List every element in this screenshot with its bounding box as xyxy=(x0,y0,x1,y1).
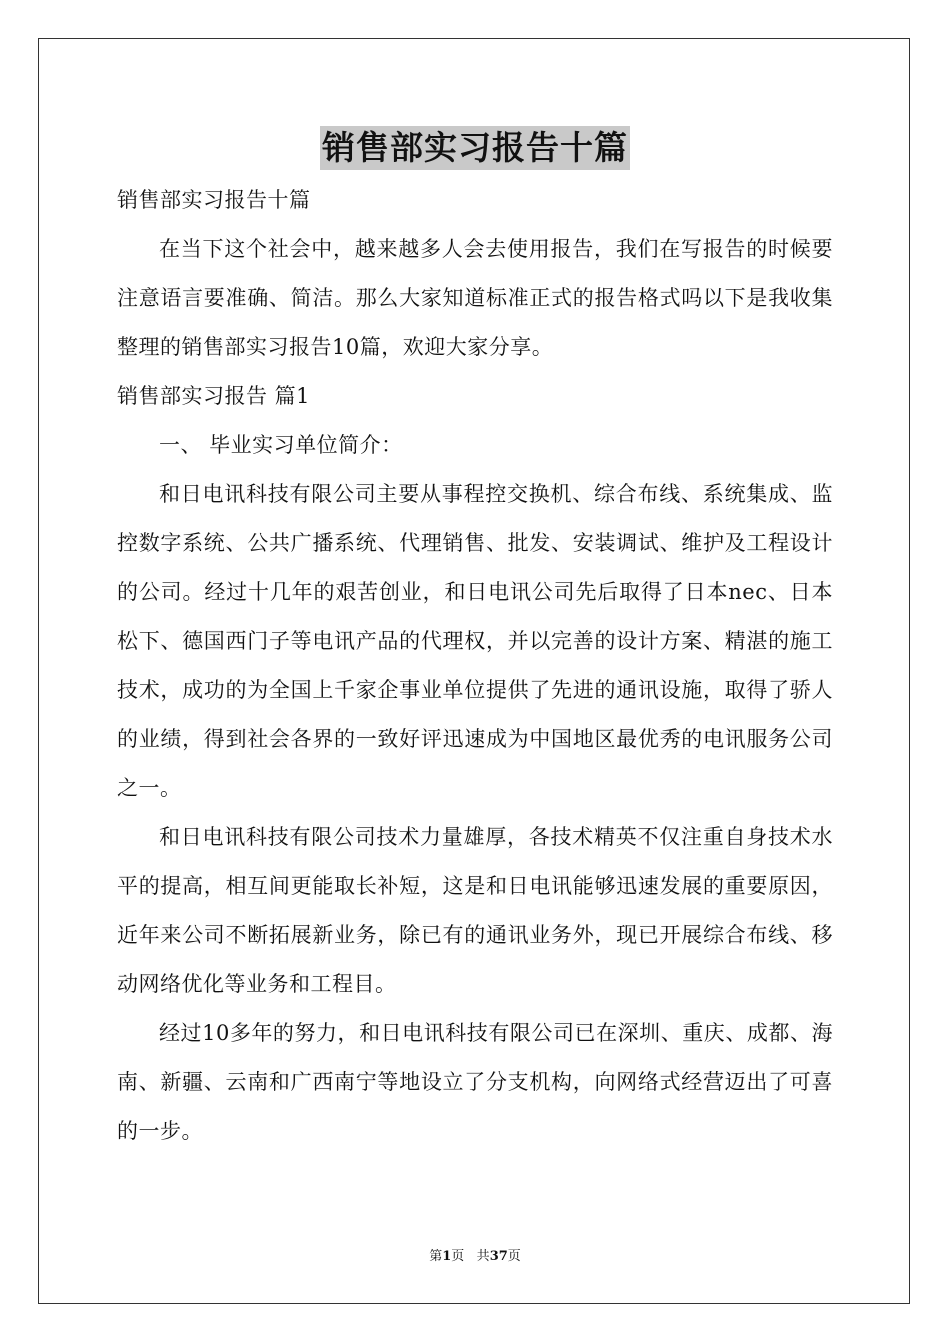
document-subtitle: 销售部实习报告十篇 xyxy=(117,188,311,212)
body-paragraph-1: 和日电讯科技有限公司主要从事程控交换机、综合布线、系统集成、监控数字系统、公共广播系统、代理销售、批发、安装调试、维护及工程设计的公司。经过十几年的艰苦创业，和日电讯公司先后取得了日本nec、日本松下、德国西门子等电讯产品的代理权，并以完善的设计方案、精湛的施工技术，成功的为全国上千家企事业单位提供了先进的通讯设施，取得了骄人的业绩，得到社会各界的一致好评迅速成为中国地区最优秀的电讯服务公司之一。 xyxy=(117,482,833,800)
body-paragraph-3: 经过10多年的努力，和日电讯科技有限公司已在深圳、重庆、成都、海南、新疆、云南和广西南宁等地设立了分支机构，向网络式经营迈出了可喜的一步。 xyxy=(117,1021,833,1143)
document-title: 销售部实习报告十篇 xyxy=(320,126,630,170)
intro-paragraph: 在当下这个社会中，越来越多人会去使用报告，我们在写报告的时候要注意语言要准确、简洁。那么大家知道标准正式的报告格式吗以下是我收集整理的销售部实习报告10篇，欢迎大家分享。 xyxy=(117,237,833,359)
page-number: 1 xyxy=(442,1249,452,1264)
body-paragraph-2: 和日电讯科技有限公司技术力量雄厚，各技术精英不仅注重自身技术水平的提高，相互间更能取长补短，这是和日电讯能够迅速发展的重要原因，近年来公司不断拓展新业务，除已有的通讯业务外，现已开展综合布线、移动网络优化等业务和工程目。 xyxy=(117,825,833,996)
page-footer xyxy=(0,1248,950,1266)
total-prefix: 共 xyxy=(476,1249,490,1264)
page-prefix: 第 xyxy=(429,1249,443,1264)
sub-heading: 一、 毕业实习单位简介： xyxy=(159,433,403,457)
total-suffix: 页 xyxy=(507,1249,521,1264)
section-heading: 销售部实习报告 篇1 xyxy=(117,384,311,408)
document-body xyxy=(117,176,833,1156)
total-pages: 37 xyxy=(489,1249,508,1264)
page-suffix: 页 xyxy=(451,1249,465,1264)
title-container xyxy=(0,126,950,170)
